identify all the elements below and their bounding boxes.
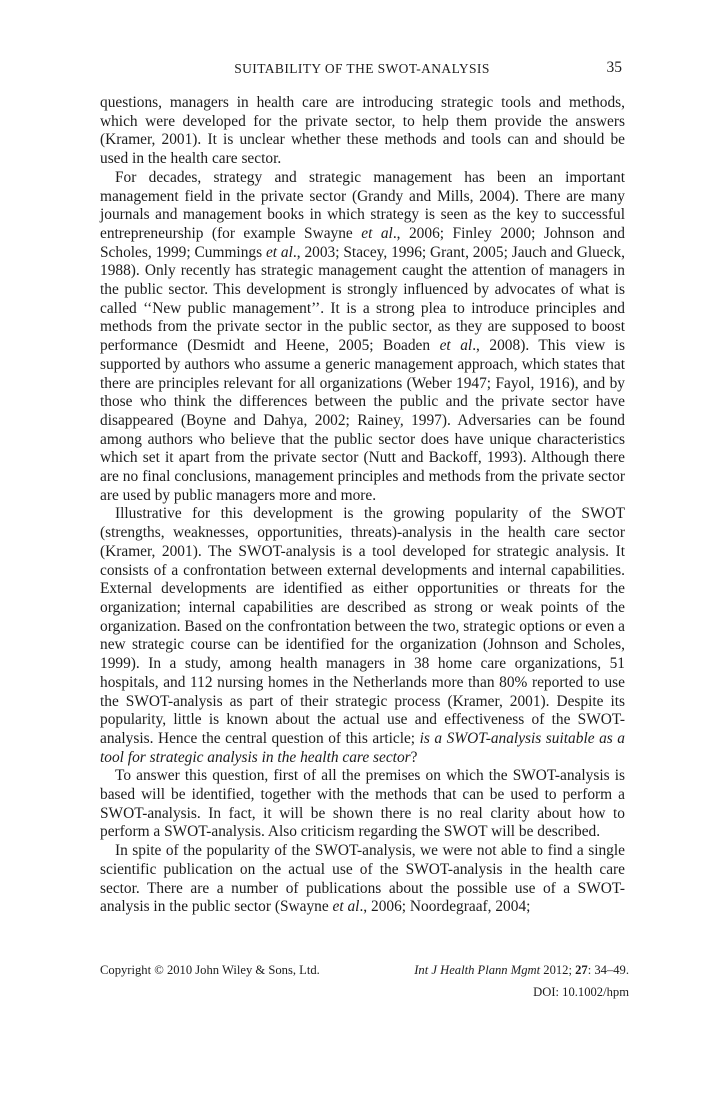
journal-reference bbox=[414, 963, 629, 978]
text-run: To answer this question, first of all the premises on which the SWOT-analysis is based will be identified, together with the methods that can be used to perform a SWOT-analysis. In fact, it will be shown there is no real clarity about how to perform a SWOT-analysis. Also criticism regarding the SWOT will be described. bbox=[100, 767, 625, 841]
paragraph-1 bbox=[100, 94, 625, 169]
text-run: : 34–49. bbox=[587, 963, 629, 977]
paragraph-5 bbox=[100, 842, 625, 917]
text-run: In spite of the popularity of the SWOT-analysis, we were not able to find a single scientific publication on the actual use of the SWOT-analysis in the health care sector. There are a number of publications about the possible use of a SWOT-analysis in the public sector (Swayne bbox=[100, 842, 625, 916]
running-title: SUITABILITY OF THE SWOT-ANALYSIS bbox=[234, 61, 490, 76]
text-run: ., 2006; Noordegraaf, 2004; bbox=[359, 898, 531, 916]
running-head bbox=[100, 61, 624, 79]
text-run: ., 2008). This view is supported by authors who assume a generic management approach, which states that there are principles relevant for all organizations (Weber 1947; Fayol, 1916), and by those who think the differences between the public and the private sector have disappeared (Boyne and Dahya, 2002; Rainey, 1997). Adversaries can be found among authors who believe that the public sector does have unique characteristics which set it apart from the private sector (Nutt and Backoff, 1993). Although there are no final conclusions, management principles and methods from the private sector are used by public managers more and more. bbox=[100, 337, 625, 504]
text-run: Illustrative for this development is the growing popularity of the SWOT (strengths, weaknesses, opportunities, threats)-analysis in the health care sector (Kramer, 2001). The SWOT-analysis is a tool developed for strategic analysis. It consists of a confrontation between external developments and internal capabilities. External developments are identified as either opportunities or threats for the organization; internal capabilities are described as strong or weak points of the organization. Based on the confrontation between the two, strategic options or even a new strategic course can be identified for the organization (Johnson and Scholes, 1999). In a study, among health managers in 38 home care organizations, 51 hospitals, and 112 nursing homes in the Netherlands more than 80% reported to use the SWOT-analysis as part of their strategic process (Kramer, 2001). Despite its popularity, little is known about the actual use and effectiveness of the SWOT-analysis. Hence the central question of this article; bbox=[100, 505, 625, 747]
page-number: 35 bbox=[606, 59, 622, 76]
text-run: 2012; bbox=[540, 963, 576, 977]
text-run: ., 2003; Stacey, 1996; Grant, 2005; Jauch and Glueck, 1988). Only recently has strategic management caught the attention of managers in the public sector. This development is strongly influenced by advocates of what is called ‘‘New public management’’. It is a strong plea to introduce principles and methods from the private sector in the public sector, as they are supposed to boost performance (Desmidt and Heene, 2005; Boaden bbox=[100, 243, 625, 355]
doi: DOI: 10.1002/hpm bbox=[533, 985, 629, 999]
text-run: ? bbox=[410, 748, 418, 766]
article-body bbox=[100, 94, 625, 917]
paragraph-3 bbox=[100, 505, 625, 767]
page-footer bbox=[100, 963, 629, 1000]
text-run: et al bbox=[332, 898, 360, 916]
text-run: et al bbox=[361, 224, 393, 242]
text-run: questions, managers in health care are introducing strategic tools and methods, which were developed for the private sector, to help them provide the answers (Kramer, 2001). It is unclear whether these methods and tools can and should be used in the health care sector. bbox=[100, 94, 625, 168]
footer-line bbox=[100, 963, 629, 978]
text-run: et al bbox=[265, 243, 293, 261]
text-run: Int J Health Plann Mgmt bbox=[414, 963, 541, 977]
text-run: et al bbox=[439, 337, 473, 355]
copyright-notice: Copyright © 2010 John Wiley & Sons, Ltd. bbox=[100, 963, 320, 977]
text-run: 27 bbox=[575, 963, 588, 977]
paragraph-4 bbox=[100, 767, 625, 842]
text-run: is a SWOT-analysis suitable as a tool for strategic analysis in the health care sector bbox=[100, 729, 625, 766]
text-run: For decades, strategy and strategic management has been an important management field in the private sector (Grandy and Mills, 2004). There are many journals and management books in which strategy is seen as the key to successful entrepreneurship (for example Swayne bbox=[100, 168, 625, 242]
paragraph-2 bbox=[100, 169, 625, 506]
text-run: ., 2006; Finley 2000; Johnson and Scholes, 1999; Cummings bbox=[100, 224, 626, 261]
